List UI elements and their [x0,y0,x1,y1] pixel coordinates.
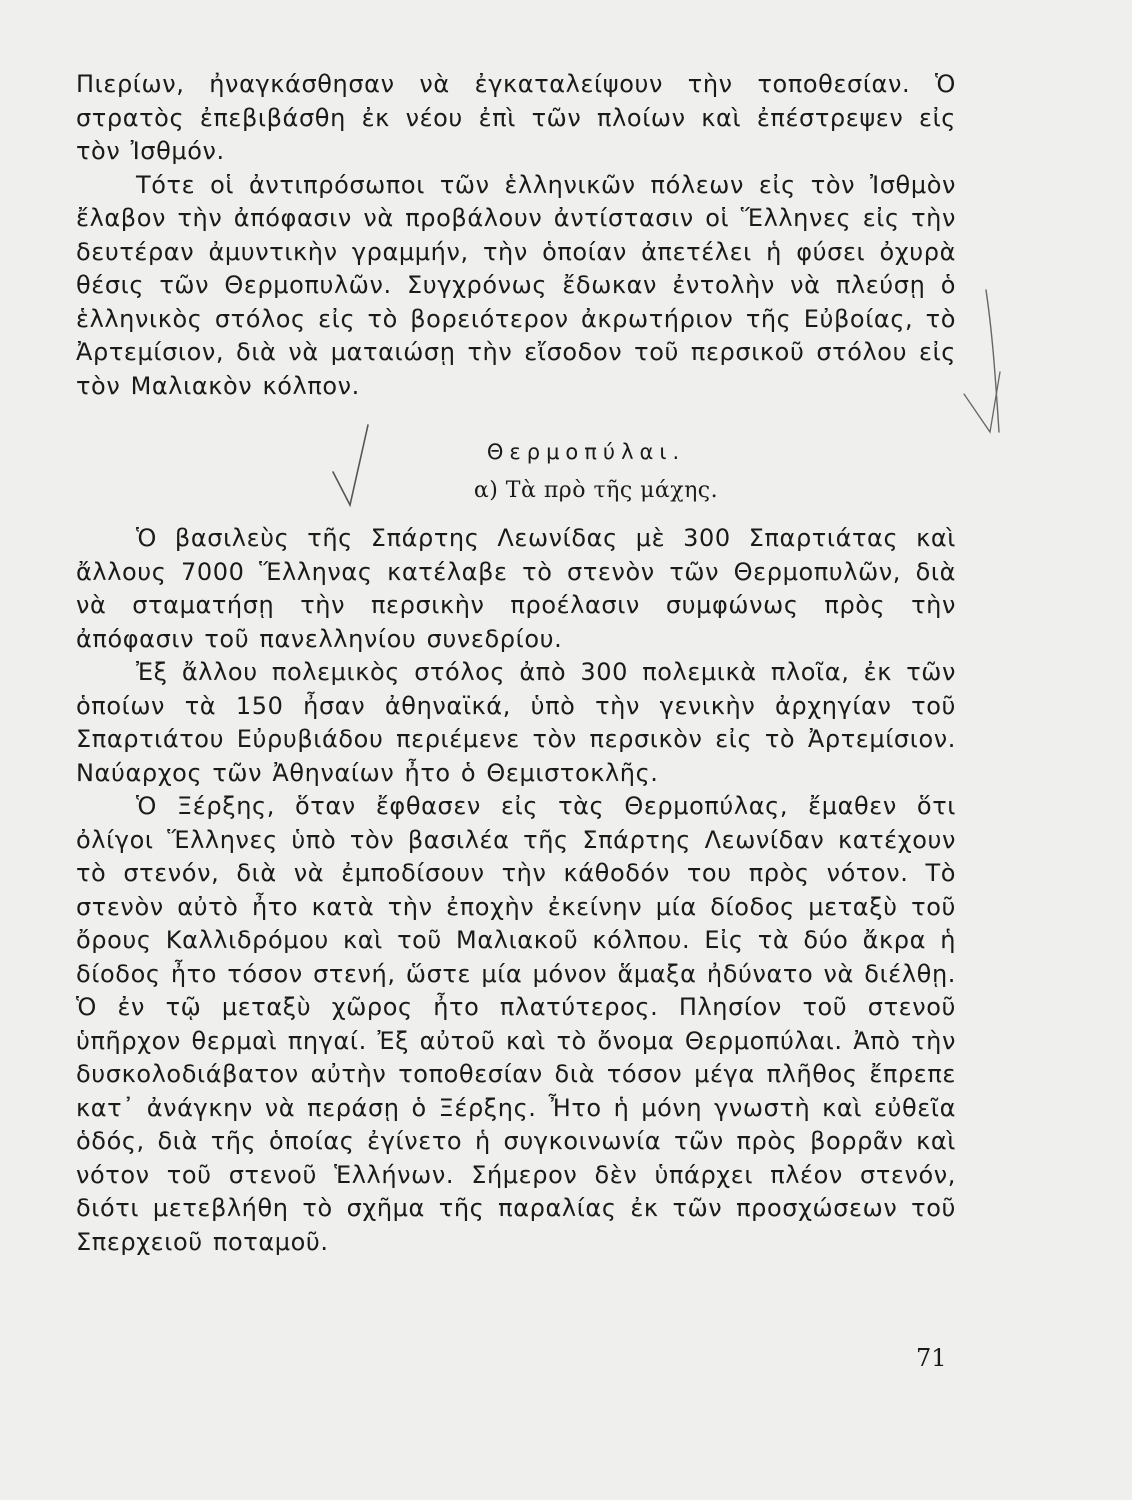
paragraph-isthmus-decision: Τότε οἱ ἀντιπρόσωποι τῶν ἑλληνικῶν πόλεων εἰς τὸν Ἰσθμὸν ἔλαβον τὴν ἀπόφασιν νὰ προβάλουν ἀντίστασιν οἱ Ἕλληνες εἰς τὴν δευτέραν ἀμυντικὴν γραμμήν, τὴν ὁποίαν ἀπετέλει ἡ φύσει ὀχυρὰ θέσις τῶν Θερμοπυλῶν. Συγχρόνως ἔδωκαν ἐντολὴν νὰ πλεύσῃ ὁ ἑλληνικὸς στόλος εἰς τὸ βορειότερον ἀκρωτήριον τῆς Εὐβοίας, τὸ Ἀρτεμίσιον, διὰ νὰ ματαιώσῃ τὴν εἴσοδον τοῦ περσικοῦ στόλου εἰς τὸν Μαλιακὸν κόλπον. [76,170,956,400]
pencil-tick-icon [964,372,1000,432]
section-subheading: α) Τὰ πρὸ τῆς μάχης. [473,478,719,503]
paragraph-fleet: Ἐξ ἄλλου πολεμικὸς στόλος ἀπὸ 300 πολεμικὰ πλοῖα, ἐκ τῶν ὁποίων τὰ 150 ἦσαν ἀθηναϊκά, ὑπὸ τὴν γενικὴν ἀρχηγίαν τοῦ Σπαρτιάτου Εὐρυβιάδου περιέμενε τὸν περσικὸν εἰς τὸ Ἀρτεμίσιον. Ναύαρχος τῶν Ἀθηναίων ἦτο ὁ Θεμιστοκλῆς. [76,658,956,787]
paragraph-continuation: Πιερίων, ἠναγκάσθησαν νὰ ἐγκαταλείψουν τὴν τοποθεσίαν. Ὁ στρατὸς ἐπεβιβάσθη ἐκ νέου ἐπὶ τῶν πλοίων καὶ ἐπέστρεψεν εἰς τὸν Ἰσθμόν. [76,70,956,165]
page-number: 71 [916,1344,947,1372]
pencil-margin-line-icon [986,290,999,432]
pencil-checkmark-icon [333,425,368,505]
paragraph-xerxes: Ὁ Ξέρξης, ὅταν ἔφθασεν εἰς τὰς Θερμοπύλας, ἔμαθεν ὅτι ὀλίγοι Ἕλληνες ὑπὸ τὸν βασιλέα τῆς Σπάρτης Λεωνίδαν κατέχουν τὸ στενόν, διὰ νὰ ἐμποδίσουν τὴν κάθοδόν του πρὸς νότον. Τὸ στενὸν αὐτὸ ἦτο κατὰ τὴν ἐποχὴν ἐκείνην μία δίοδος μεταξὺ τοῦ ὄρους Καλλιδρόμου καὶ τοῦ Μαλιακοῦ κόλπου. Εἰς τὰ δύο ἄκρα ἡ δίοδος ἦτο τόσον στενή, ὥστε μία μόνον ἅμαξα ἠδύνατο νὰ διέλθῃ. Ὁ ἐν τῷ μεταξὺ χῶρος ἦτο πλατύτερος. Πλησίον τοῦ στενοῦ ὑπῆρχον θερμαὶ πηγαί. Ἐξ αὐτοῦ καὶ τὸ ὄνομα Θερμοπύλαι. Ἀπὸ τὴν δυσκολοδιάβατον αὐτὴν τοποθεσίαν διὰ τόσον μέγα πλῆθος ἔπρεπε κατ᾿ ἀνάγκην νὰ περάσῃ ὁ Ξέρξης. Ἦτο ἡ μόνη γνωστὴ καὶ εὐθεῖα ὁδός, διὰ τῆς ὁποίας ἐγίνετο ἡ συγκοινωνία τῶν πρὸς βορρᾶν καὶ νότον τοῦ στενοῦ Ἑλλήνων. Σήμερον δὲν ὑπάρχει πλέον στενόν, διότι μετεβλήθη τὸ σχῆμα τῆς παραλίας ἐκ τῶν προσχώσεων τοῦ Σπερχειοῦ ποταμοῦ. [76,792,956,1256]
section-heading: Θερμοπύλαι. [486,440,686,464]
paragraph-leonidas: Ὁ βασιλεὺς τῆς Σπάρτης Λεωνίδας μὲ 300 Σπαρτιάτας καὶ ἄλλους 7000 Ἕλληνας κατέλαβε τὸ στενὸν τῶν Θερμοπυλῶν, διὰ νὰ σταματήσῃ τὴν περσικὴν προέλασιν συμφώνως πρὸς τὴν ἀπόφασιν τοῦ πανελληνίου συνεδρίου. [76,524,956,653]
